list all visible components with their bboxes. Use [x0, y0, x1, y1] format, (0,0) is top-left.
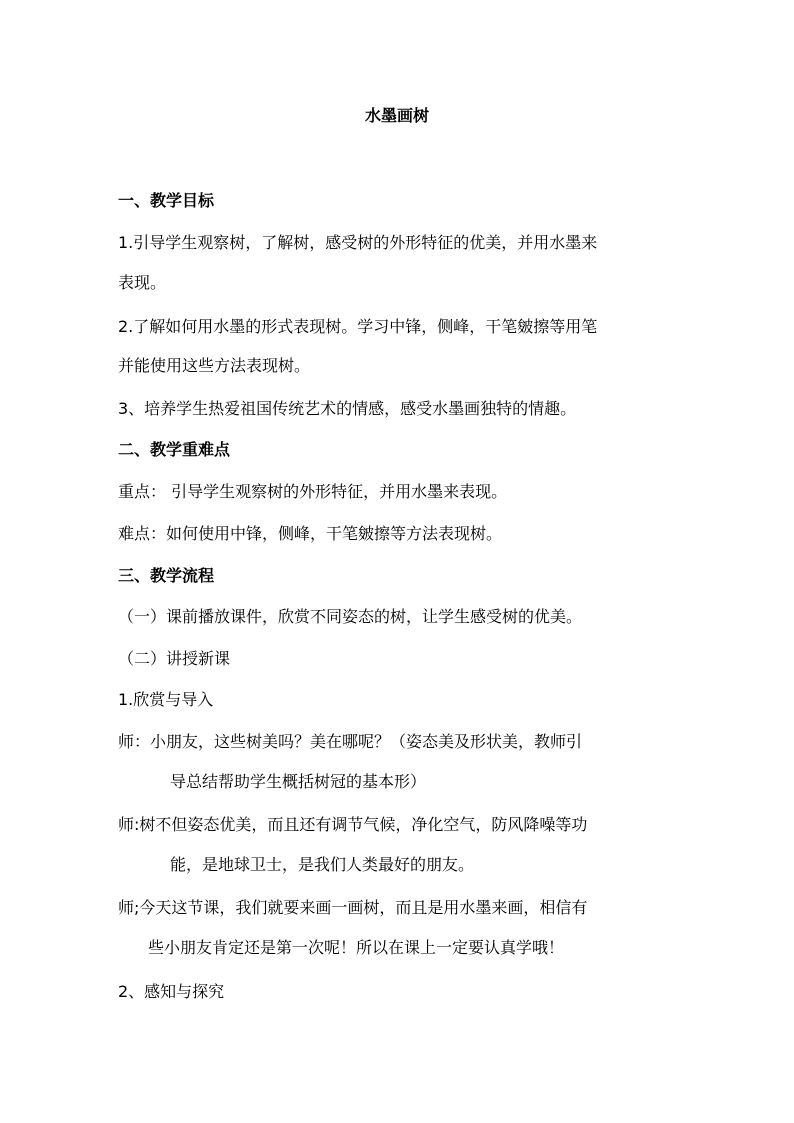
teacher-line-1-cont: 导总结帮助学生概括树冠的基本形） [170, 772, 427, 791]
teacher-line-1: 师：小朋友，这些树美吗？美在哪呢？（姿态美及形状美，教师引 [118, 732, 583, 751]
teacher-line-2-cont: 能，是地球卫士，是我们人类最好的朋友。 [170, 855, 475, 874]
subsection-perception: 2、感知与探究 [118, 982, 225, 1001]
section-heading-process: 三、教学流程 [118, 566, 215, 585]
process-step-1: （一）课前播放课件，欣赏不同姿态的树，让学生感受树的优美。 [118, 607, 583, 626]
key-point: 重点： 引导学生观察树的外形特征，并用水墨来表现。 [118, 482, 508, 501]
section-heading-objectives: 一、教学目标 [118, 191, 215, 210]
objective-2-line-1: 2.了解如何用水墨的形式表现树。学习中锋，侧峰，干笔皴擦等用笔 [118, 317, 598, 336]
subsection-appreciation: 1.欣赏与导入 [118, 690, 214, 709]
process-step-2: （二）讲授新课 [118, 649, 231, 668]
teacher-line-3-cont: 些小朋友肯定还是第一次呢！所以在课上一定要认真学哦！ [148, 938, 565, 957]
teacher-line-2: 师:树不但姿态优美，而且还有调节气候，净化空气，防风降噪等功 [118, 815, 588, 834]
document-title: 水墨画树 [364, 106, 429, 125]
difficult-point: 难点：如何使用中锋，侧峰，干笔皴擦等方法表现树。 [118, 524, 503, 543]
section-heading-key-points: 二、教学重难点 [118, 440, 231, 459]
objective-1-line-1: 1.引导学生观察树，了解树，感受树的外形特征的优美，并用水墨来 [118, 233, 598, 252]
objective-3: 3、培养学生热爱祖国传统艺术的情感，感受水墨画独特的情趣。 [118, 399, 577, 418]
teacher-line-3: 师;今天这节课，我们就要来画一画树，而且是用水墨来画，相信有 [118, 898, 588, 917]
objective-1-line-2: 表现。 [118, 273, 167, 292]
objective-2-line-2: 并能使用这些方法表现树。 [118, 356, 311, 375]
